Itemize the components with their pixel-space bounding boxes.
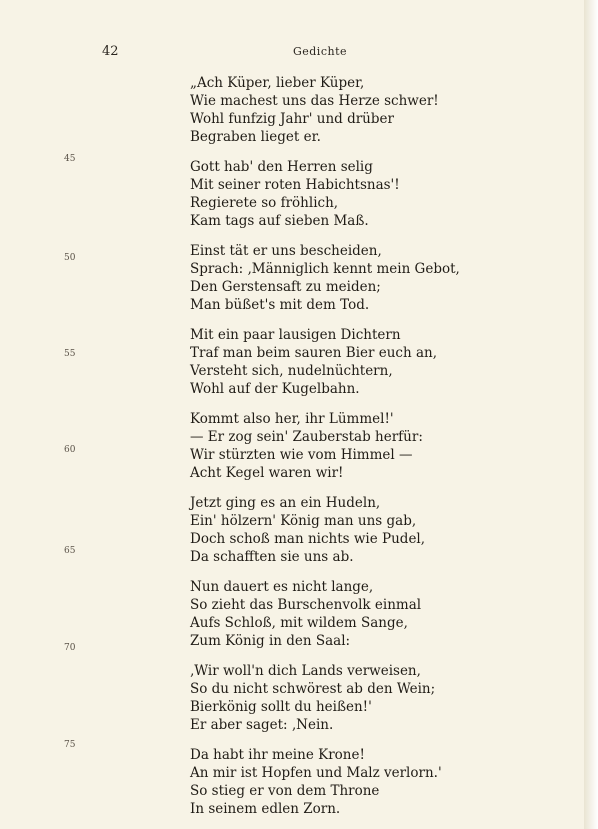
verse-line: Nun dauert es nicht lange, (190, 579, 374, 595)
verse-line: — Er zog sein' Zauberstab herfür: (190, 429, 423, 445)
running-title: Gedichte (292, 45, 348, 58)
stanza (190, 746, 530, 818)
verse-line: Mit seiner roten Habichtsnas'! (190, 177, 400, 193)
verse-line: Jetzt ging es an ein Hudeln, (190, 495, 381, 511)
poem-body (190, 74, 530, 818)
stanza (190, 158, 530, 230)
verse-line: Sprach: ‚Männiglich kennt mein Gebot, (190, 261, 460, 277)
verse-line: Begraben lieget er. (190, 129, 321, 145)
stanza (190, 410, 530, 482)
verse-line: Einst tät er uns bescheiden, (190, 243, 382, 259)
verse-line: In seinem edlen Zorn. (190, 801, 341, 817)
verse-line: Versteht sich, nudelnüchtern, (190, 363, 393, 379)
verse-line: Den Gerstensaft zu meiden; (190, 279, 381, 295)
line-number: 45 (64, 154, 76, 164)
verse-line: Ein' hölzern' König man uns gab, (190, 513, 417, 529)
verse-line: Da habt ihr meine Krone! (190, 747, 365, 763)
verse-line: Wohl funfzig Jahr' und drüber (190, 111, 394, 127)
verse-line: Regierete so fröhlich, (190, 195, 339, 211)
verse-line: Aufs Schloß, mit wildem Sange, (190, 615, 408, 631)
line-number: 60 (64, 445, 76, 455)
verse-line: ‚Wir woll'n dich Lands verweisen, (190, 663, 421, 679)
stanza (190, 578, 530, 650)
stanza (190, 494, 530, 566)
verse-line: Kommt also her, ihr Lümmel!' (190, 411, 394, 427)
verse-line: Man büßet's mit dem Tod. (190, 297, 370, 313)
page-gutter (584, 0, 598, 829)
page-number: 42 (102, 44, 119, 59)
line-number: 65 (64, 546, 76, 556)
verse-line: An mir ist Hopfen und Malz verlorn.' (190, 765, 442, 781)
line-number: 55 (64, 349, 76, 359)
verse-line: Bierkönig sollt du heißen!' (190, 699, 372, 715)
verse-line: „Ach Küper, lieber Küper, (190, 75, 365, 91)
stanza (190, 242, 530, 314)
verse-line: Da schafften sie uns ab. (190, 549, 354, 565)
verse-line: Wohl auf der Kugelbahn. (190, 381, 360, 397)
verse-line: Mit ein paar lausigen Dichtern (190, 327, 401, 343)
verse-line: Er aber saget: ‚Nein. (190, 717, 334, 733)
line-number: 75 (64, 740, 76, 750)
stanza (190, 326, 530, 398)
verse-line: Wie machest uns das Herze schwer! (190, 93, 439, 109)
verse-line: Doch schoß man nichts wie Pudel, (190, 531, 426, 547)
verse-line: Acht Kegel waren wir! (190, 465, 344, 481)
verse-line: Traf man beim sauren Bier euch an, (190, 345, 438, 361)
verse-line: Wir stürzten wie vom Himmel — (190, 447, 413, 463)
verse-line: Zum König in den Saal: (190, 633, 351, 649)
stanza (190, 662, 530, 734)
verse-line: Gott hab' den Herren selig (190, 159, 373, 175)
verse-line: So du nicht schwörest ab den Wein; (190, 681, 436, 697)
verse-line: Kam tags auf sieben Maß. (190, 213, 369, 229)
line-number: 50 (64, 253, 76, 263)
verse-line: So zieht das Burschenvolk einmal (190, 597, 422, 613)
stanza (190, 74, 530, 146)
line-number: 70 (64, 643, 76, 653)
verse-line: So stieg er von dem Throne (190, 783, 380, 799)
